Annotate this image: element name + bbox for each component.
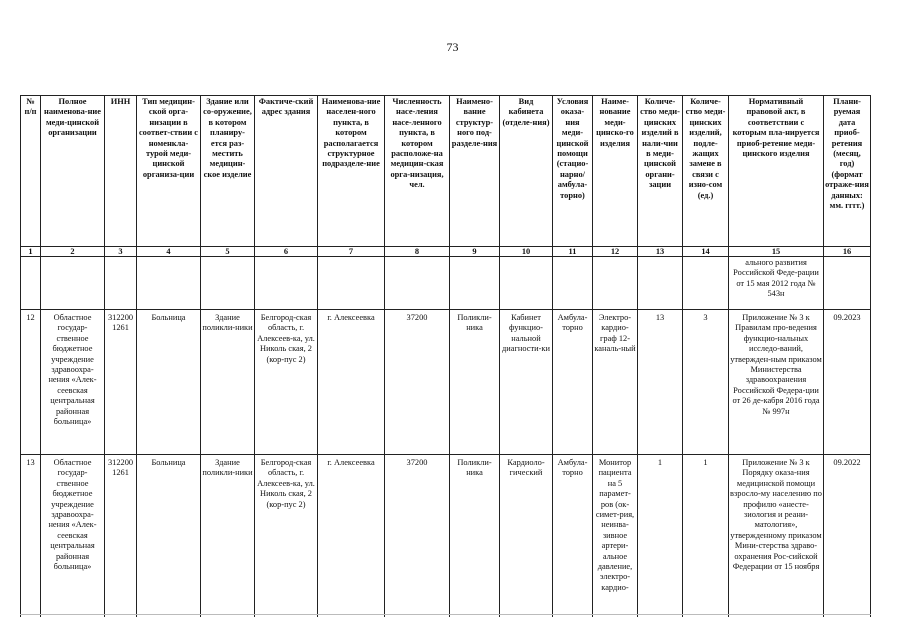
empty-cell: [105, 257, 137, 310]
row-number: 13: [21, 455, 41, 618]
column-number: 13: [638, 247, 683, 257]
continuation-row: [21, 257, 871, 310]
header-cell: Тип медицин-ской орга-низации в соответ-ствии с номенкла-турой меди-цинской организа-ции: [137, 96, 201, 247]
row-number: 12: [21, 310, 41, 455]
table-header-row: [21, 96, 871, 247]
empty-cell: [385, 257, 450, 310]
date-cell: 09.2023: [824, 310, 871, 455]
device-cell: Электро-кардио-граф 12-каналь-ный: [593, 310, 638, 455]
page-number: 73: [446, 40, 459, 54]
column-number: 6: [255, 247, 318, 257]
header-cell: Нормативный правовой акт, в соответствии с которым пла-нируется приоб-ретение меди-цинского изделия: [729, 96, 824, 247]
column-number-row: [21, 247, 871, 257]
population-cell: 37200: [385, 455, 450, 618]
header-cell: Условия оказа-ния меди-цинской помощи (стацио-нарно/ амбула-торно): [553, 96, 593, 247]
address-cell: Белгород-ская область, г. Алексеев-ка, ул. Николь ская, 2 (кор-пус 2): [255, 310, 318, 455]
header-cell: Фактиче-ский адрес здания: [255, 96, 318, 247]
inn-cell: 312200 1261: [105, 310, 137, 455]
empty-cell: [450, 257, 500, 310]
column-number: 9: [450, 247, 500, 257]
subdivision-cell: Поликли-ника: [450, 455, 500, 618]
page-bottom-edge: [20, 614, 871, 615]
settlement-cell: г. Алексеевка: [318, 455, 385, 618]
header-cell: Плани-руемая дата приоб-ретения (месяц, год) (формат отраже-ния данных: мм. гггг.): [824, 96, 871, 247]
empty-cell: [553, 257, 593, 310]
building-cell: Здание поликли-ники: [201, 455, 255, 618]
organization-name: Областное государ-ственное бюджетное учреждение здравоохра-нения «Алек-сеевская центральная районная больница»: [41, 310, 105, 455]
column-number: 11: [553, 247, 593, 257]
quantity-available-cell: 13: [638, 310, 683, 455]
empty-cell: [255, 257, 318, 310]
subdivision-cell: Поликли-ника: [450, 310, 500, 455]
quantity-available-cell: 1: [638, 455, 683, 618]
header-cell: Полное наименова-ние меди-цинской организации: [41, 96, 105, 247]
empty-cell: [41, 257, 105, 310]
header-cell: Наименова-ние населен-ного пункта, в котором располагается структурное подразделе-ние: [318, 96, 385, 247]
address-cell: Белгород-ская область, г. Алексеев-ка, ул. Николь ская, 2 (кор-пус 2): [255, 455, 318, 618]
column-number: 1: [21, 247, 41, 257]
empty-cell: [824, 257, 871, 310]
column-number: 2: [41, 247, 105, 257]
header-cell: Количе-ство меди-цинских изделий, подле-жащих замене в связи с изно-сом (ед.): [683, 96, 729, 247]
empty-cell: [500, 257, 553, 310]
population-cell: 37200: [385, 310, 450, 455]
empty-cell: [21, 257, 41, 310]
cabinet-cell: Кабинет функцио-нальной диагности-ки: [500, 310, 553, 455]
quantity-replace-cell: 3: [683, 310, 729, 455]
inn-cell: 312200 1261: [105, 455, 137, 618]
column-number: 8: [385, 247, 450, 257]
empty-cell: [137, 257, 201, 310]
device-cell: Монитор пациента на 5 парамет-ров (ок-симет-рия, неинва-зивное артери-альное давление, электро-кардио-: [593, 455, 638, 618]
empty-cell: [201, 257, 255, 310]
header-cell: Наимено-вание структур-ного под-разделе-ния: [450, 96, 500, 247]
column-number: 7: [318, 247, 385, 257]
header-cell: ИНН: [105, 96, 137, 247]
column-number: 16: [824, 247, 871, 257]
organization-type: Больница: [137, 310, 201, 455]
column-number: 15: [729, 247, 824, 257]
column-number: 4: [137, 247, 201, 257]
regulation-cell: Приложение № 3 к Правилам про-ведения функцио-нальных исследо-ваний, утвержден-ным приказом Министерства здравоохранения Российской Федера-ции от 26 де-кабря 2016 года № 997н: [729, 310, 824, 455]
column-number: 3: [105, 247, 137, 257]
header-cell: Количе-ство меди-цинских изделий в нали-чии в меди-цинской органи-зации: [638, 96, 683, 247]
empty-cell: [318, 257, 385, 310]
equipment-table: [20, 95, 871, 617]
column-number: 12: [593, 247, 638, 257]
date-cell: 09.2022: [824, 455, 871, 618]
empty-cell: [683, 257, 729, 310]
organization-type: Больница: [137, 455, 201, 618]
column-number: 10: [500, 247, 553, 257]
settlement-cell: г. Алексеевка: [318, 310, 385, 455]
column-number: 5: [201, 247, 255, 257]
header-cell: Здание или со-оружение, в котором планиру-ется раз-местить медицин-ское изделие: [201, 96, 255, 247]
header-cell: № п/п: [21, 96, 41, 247]
cabinet-cell: Кардиоло-гический: [500, 455, 553, 618]
header-cell: Численность насе-ления насе-ленного пункта, в котором расположе-на медицин-ская орга-низация, чел.: [385, 96, 450, 247]
organization-name: Областное государ-ственное бюджетное учреждение здравоохра-нения «Алек-сеевская центральная районная больница»: [41, 455, 105, 618]
equipment-table-container: [20, 95, 871, 617]
empty-cell: [638, 257, 683, 310]
quantity-replace-cell: 1: [683, 455, 729, 618]
regulation-cell: Приложение № 3 к Порядку оказа-ния медицинской помощи взросло-му населению по профилю «анесте-зиология и реани-матология», утвержденному приказом Мини-стерства здраво-охранения Рос-сийской Федерации от 15 ноября: [729, 455, 824, 618]
column-number: 14: [683, 247, 729, 257]
building-cell: Здание поликли-ники: [201, 310, 255, 455]
conditions-cell: Амбула-торно: [553, 455, 593, 618]
table-row: [21, 310, 871, 455]
header-cell: Вид кабинета (отделе-ния): [500, 96, 553, 247]
header-cell: Наиме-нование меди-цинско-го изделия: [593, 96, 638, 247]
regulation-continuation: ального развития Российской Феде-рации от 15 мая 2012 года № 543н: [729, 257, 824, 310]
table-row: [21, 455, 871, 618]
empty-cell: [593, 257, 638, 310]
conditions-cell: Амбула-торно: [553, 310, 593, 455]
